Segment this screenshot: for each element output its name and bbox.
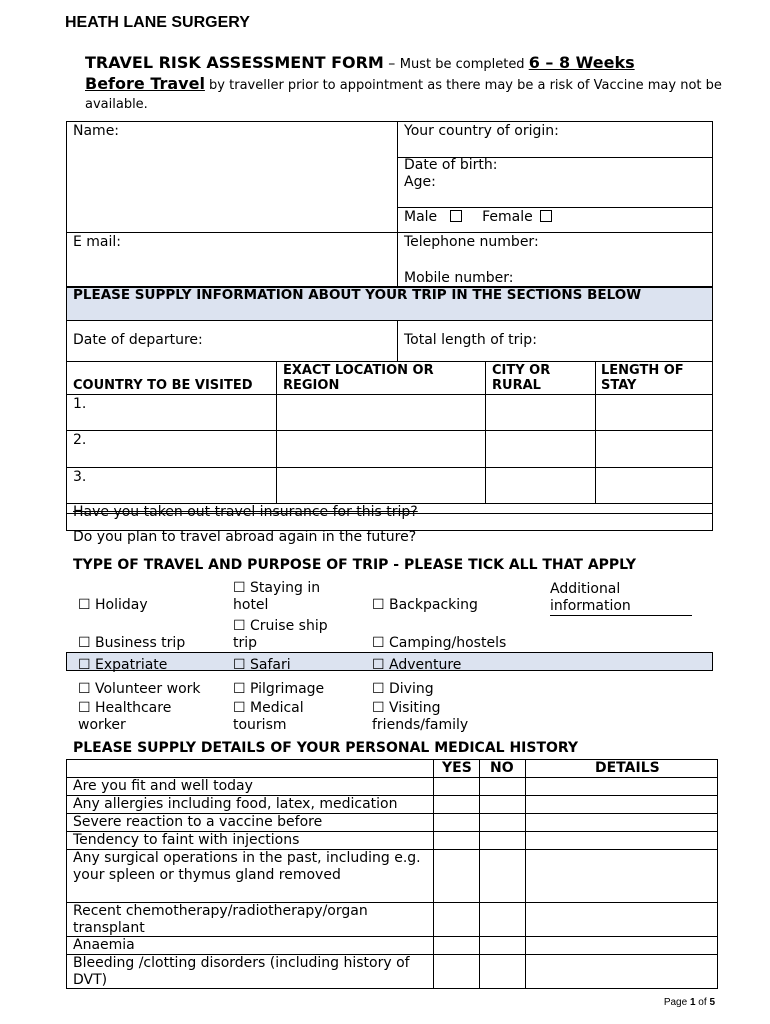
col-country: COUNTRY TO BE VISITED (73, 378, 253, 393)
healthcare-worker-option[interactable]: ☐ Healthcare worker (78, 700, 172, 733)
medical-row-allergies: Any allergies including food, latex, medication (73, 796, 398, 812)
title-rest: by traveller prior to appointment as there may be a risk of Vaccine may not be available. (85, 78, 722, 112)
col-details: DETAILS (595, 760, 660, 776)
expatriate-option[interactable]: ☐ Expatriate (78, 657, 168, 673)
additional-info-label: Additional information (550, 581, 631, 614)
mobile-field[interactable]: Mobile number: (404, 270, 514, 286)
medical-heading: PLEASE SUPPLY DETAILS OF YOUR PERSONAL MEDICAL HISTORY (73, 740, 579, 756)
diving-option[interactable]: ☐ Diving (372, 681, 434, 697)
trip-section-heading: PLEASE SUPPLY INFORMATION ABOUT YOUR TRIP IN THE SECTIONS BELOW (73, 287, 642, 303)
medical-row-bleeding: Bleeding /clotting disorders (including history of DVT) (73, 955, 410, 988)
cruise-option[interactable]: ☐ Cruise ship trip (233, 618, 328, 651)
pilgrimage-option[interactable]: ☐ Pilgrimage (233, 681, 325, 697)
trip-row-1[interactable]: 1. (73, 396, 87, 412)
trip-table (66, 287, 713, 531)
purpose-heading: TYPE OF TRAVEL AND PURPOSE OF TRIP - PLEASE TICK ALL THAT APPLY (73, 557, 637, 573)
medical-tourism-option[interactable]: ☐ Medical tourism (233, 700, 304, 733)
form-title: TRAVEL RISK ASSESSMENT FORM (85, 53, 384, 72)
departure-date-field[interactable]: Date of departure: (73, 332, 203, 348)
page-of: of (695, 997, 710, 1008)
divider (66, 513, 713, 514)
divider (66, 361, 713, 362)
staying-hotel-option[interactable]: ☐ Staying in hotel (233, 580, 321, 613)
personal-details-box (66, 121, 713, 287)
telephone-field[interactable]: Telephone number: (404, 234, 539, 250)
divider (397, 207, 713, 208)
divider (66, 232, 713, 233)
age-field[interactable]: Age: (404, 174, 436, 190)
must-text: Must be completed (399, 57, 529, 72)
weeks-text: 6 – 8 Weeks (528, 53, 635, 72)
medical-row-chemo: Recent chemotherapy/radiotherapy/organ transplant (73, 903, 368, 936)
col-length-stay: LENGTH OF STAY (601, 363, 684, 393)
medical-row-faint: Tendency to faint with injections (73, 832, 300, 848)
divider (66, 320, 713, 321)
camping-option[interactable]: ☐ Camping/hostels (372, 635, 507, 651)
divider (66, 467, 713, 468)
backpacking-option[interactable]: ☐ Backpacking (372, 597, 478, 613)
col-yes: YES (442, 760, 472, 776)
female-label: Female (482, 209, 533, 225)
trip-length-field[interactable]: Total length of trip: (404, 332, 537, 348)
country-origin-field[interactable]: Your country of origin: (404, 123, 559, 139)
trip-row-3[interactable]: 3. (73, 469, 87, 485)
holiday-option[interactable]: ☐ Holiday (78, 597, 148, 613)
email-field[interactable]: E mail: (73, 234, 122, 250)
divider (66, 652, 67, 670)
page-current: 1 (689, 997, 696, 1008)
insurance-question: Have you taken out travel insurance for this trip? (73, 504, 418, 520)
page-number (664, 997, 715, 1008)
divider (397, 121, 398, 287)
male-checkbox[interactable] (450, 210, 462, 222)
page-label: Page (663, 997, 690, 1008)
male-label: Male (404, 209, 438, 225)
divider (712, 652, 713, 670)
divider (397, 320, 398, 361)
col-no: NO (490, 760, 514, 776)
adventure-option[interactable]: ☐ Adventure (372, 657, 462, 673)
trip-row-2[interactable]: 2. (73, 432, 87, 448)
business-trip-option[interactable]: ☐ Business trip (78, 635, 186, 651)
divider (595, 361, 596, 503)
divider (276, 361, 277, 503)
additional-info-line (550, 615, 692, 616)
before-travel-text: Before Travel (85, 74, 205, 93)
col-city-rural: CITY OR RURAL (492, 363, 551, 393)
medical-row-surgery: Any surgical operations in the past, including e.g. your spleen or thymus gland removed (73, 850, 421, 883)
safari-option[interactable]: ☐ Safari (233, 657, 291, 673)
medical-row-vaccine-reaction: Severe reaction to a vaccine before (73, 814, 323, 830)
divider (66, 652, 713, 653)
female-checkbox[interactable] (540, 210, 552, 222)
volunteer-option[interactable]: ☐ Volunteer work (78, 681, 201, 697)
divider (485, 361, 486, 503)
medical-row-anaemia: Anaemia (73, 937, 135, 953)
future-travel-question: Do you plan to travel abroad again in the future? (73, 529, 417, 545)
medical-row-fit: Are you fit and well today (73, 778, 253, 794)
title-dash: – (383, 56, 400, 72)
visiting-family-option[interactable]: ☐ Visiting friends/family (372, 700, 469, 733)
divider (66, 394, 713, 395)
name-field[interactable]: Name: (73, 123, 120, 139)
gender-row (404, 209, 552, 226)
col-location: EXACT LOCATION OR REGION (283, 363, 434, 393)
divider (66, 430, 713, 431)
page-total: 5 (709, 997, 715, 1008)
dob-field[interactable]: Date of birth: (404, 157, 498, 173)
form-title-block (85, 53, 725, 114)
practice-name: HEATH LANE SURGERY (65, 14, 250, 31)
